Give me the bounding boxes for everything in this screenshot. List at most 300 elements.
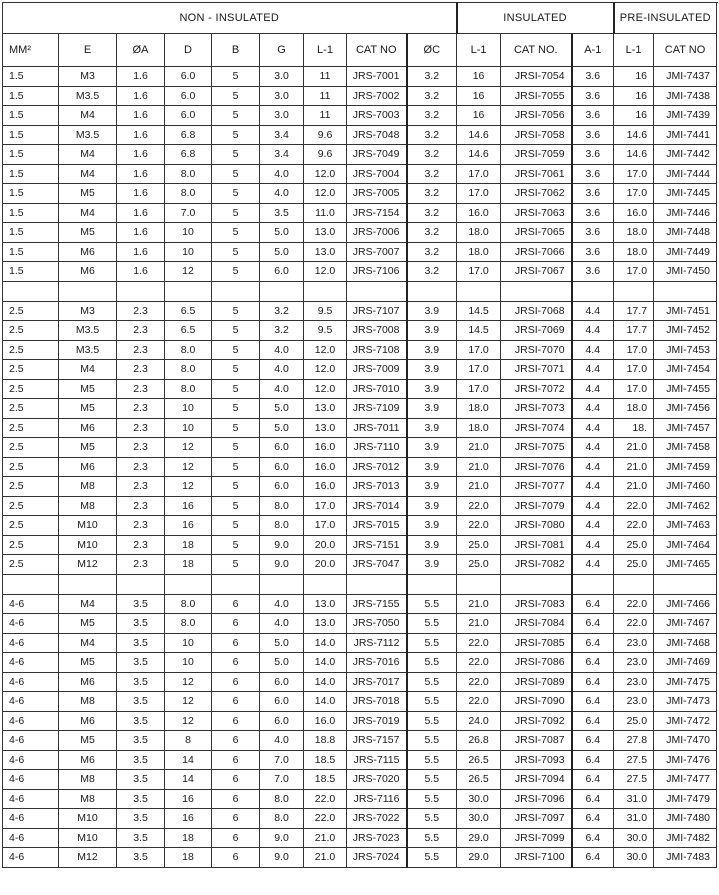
table-cell: 3.9 bbox=[407, 457, 457, 477]
table-cell: M8 bbox=[59, 692, 117, 712]
spacer-cell bbox=[407, 281, 457, 301]
table-cell: 31.0 bbox=[614, 789, 654, 809]
table-cell: 22.0 bbox=[457, 653, 501, 673]
table-cell: 3.6 bbox=[572, 223, 614, 243]
table-cell: 18 bbox=[165, 828, 212, 848]
table-cell: 3.2 bbox=[407, 125, 457, 145]
table-cell: 2.5 bbox=[3, 438, 59, 458]
table-cell: 1.5 bbox=[3, 86, 59, 106]
table-row bbox=[3, 340, 717, 360]
table-cell: 7.0 bbox=[260, 750, 304, 770]
table-cell: M5 bbox=[59, 223, 117, 243]
table-cell: 29.0 bbox=[457, 828, 501, 848]
table-cell: M6 bbox=[59, 262, 117, 282]
table-cell: JRSI-7089 bbox=[501, 672, 572, 692]
table-cell: 13.0 bbox=[304, 418, 347, 438]
table-cell: 6.0 bbox=[165, 106, 212, 126]
table-cell: JMI-7477 bbox=[654, 770, 717, 790]
column-header: L-1 bbox=[614, 34, 654, 67]
table-cell: 16.0 bbox=[304, 711, 347, 731]
column-header: E bbox=[59, 34, 117, 67]
table-cell: 22.0 bbox=[304, 789, 347, 809]
table-cell: 8.0 bbox=[165, 184, 212, 204]
table-cell: M4 bbox=[59, 164, 117, 184]
table-cell: 3.0 bbox=[260, 106, 304, 126]
table-cell: M6 bbox=[59, 457, 117, 477]
table-cell: M3 bbox=[59, 67, 117, 87]
table-cell: JRS-7017 bbox=[347, 672, 407, 692]
table-cell: 3.9 bbox=[407, 535, 457, 555]
table-cell: JMI-7465 bbox=[654, 555, 717, 575]
column-header: G bbox=[260, 34, 304, 67]
table-cell: 8.0 bbox=[165, 379, 212, 399]
table-cell: 4-6 bbox=[3, 633, 59, 653]
table-cell: 1.6 bbox=[117, 262, 165, 282]
table-cell: 2.3 bbox=[117, 360, 165, 380]
table-cell: JMI-7453 bbox=[654, 340, 717, 360]
section-spacer-row bbox=[3, 574, 717, 594]
table-row bbox=[3, 223, 717, 243]
table-cell: 3.6 bbox=[572, 242, 614, 262]
table-cell: M10 bbox=[59, 828, 117, 848]
table-cell: JRSI-7087 bbox=[501, 731, 572, 751]
table-cell: JRS-7016 bbox=[347, 653, 407, 673]
table-cell: 3.5 bbox=[117, 614, 165, 634]
table-cell: 17.0 bbox=[614, 379, 654, 399]
table-cell: 11 bbox=[304, 86, 347, 106]
table-row bbox=[3, 184, 717, 204]
table-cell: 25.0 bbox=[614, 555, 654, 575]
column-header-row bbox=[3, 34, 717, 67]
table-cell: 2.3 bbox=[117, 399, 165, 419]
table-cell: 21.0 bbox=[614, 438, 654, 458]
table-cell: 3.5 bbox=[117, 711, 165, 731]
table-cell: 8 bbox=[165, 731, 212, 751]
table-cell: 3.9 bbox=[407, 477, 457, 497]
table-cell: JRSI-7073 bbox=[501, 399, 572, 419]
table-row bbox=[3, 203, 717, 223]
table-cell: 5 bbox=[212, 164, 260, 184]
table-cell: 6.4 bbox=[572, 731, 614, 751]
table-cell: 6.4 bbox=[572, 828, 614, 848]
table-cell: JRS-7001 bbox=[347, 67, 407, 87]
table-cell: 17.0 bbox=[457, 164, 501, 184]
table-cell: 11.0 bbox=[304, 203, 347, 223]
table-cell: 3.5 bbox=[117, 789, 165, 809]
table-cell: 12.0 bbox=[304, 184, 347, 204]
table-cell: 1.6 bbox=[117, 203, 165, 223]
table-cell: JMI-7455 bbox=[654, 379, 717, 399]
table-cell: JRSI-7086 bbox=[501, 653, 572, 673]
table-cell: 5.0 bbox=[260, 223, 304, 243]
table-cell: 4.4 bbox=[572, 340, 614, 360]
table-cell: 8.0 bbox=[260, 809, 304, 829]
table-cell: 2.3 bbox=[117, 516, 165, 536]
table-row bbox=[3, 633, 717, 653]
table-cell: 6.8 bbox=[165, 145, 212, 165]
table-cell: 5 bbox=[212, 457, 260, 477]
table-cell: M3.5 bbox=[59, 86, 117, 106]
table-cell: JRSI-7092 bbox=[501, 711, 572, 731]
table-cell: JRS-7010 bbox=[347, 379, 407, 399]
table-cell: 22.0 bbox=[614, 496, 654, 516]
table-cell: 4.4 bbox=[572, 477, 614, 497]
table-cell: 4.0 bbox=[260, 379, 304, 399]
column-header: L-1 bbox=[304, 34, 347, 67]
table-cell: 14.6 bbox=[614, 125, 654, 145]
table-cell: JMI-7476 bbox=[654, 750, 717, 770]
table-row bbox=[3, 750, 717, 770]
table-cell: 6.4 bbox=[572, 672, 614, 692]
table-cell: 17.0 bbox=[304, 496, 347, 516]
table-cell: 4.4 bbox=[572, 496, 614, 516]
table-cell: 3.2 bbox=[260, 321, 304, 341]
table-cell: JRS-7005 bbox=[347, 184, 407, 204]
table-cell: 17.0 bbox=[457, 340, 501, 360]
table-row bbox=[3, 731, 717, 751]
table-row bbox=[3, 692, 717, 712]
column-header: CAT NO. bbox=[501, 34, 572, 67]
table-cell: 3.6 bbox=[572, 203, 614, 223]
table-cell: 3.6 bbox=[572, 86, 614, 106]
table-cell: JRS-7014 bbox=[347, 496, 407, 516]
table-cell: 17.0 bbox=[457, 360, 501, 380]
table-cell: 14 bbox=[165, 770, 212, 790]
table-cell: 6 bbox=[212, 614, 260, 634]
table-cell: 12.0 bbox=[304, 164, 347, 184]
table-cell: 2.5 bbox=[3, 379, 59, 399]
table-cell: JRS-7008 bbox=[347, 321, 407, 341]
table-cell: 13.0 bbox=[304, 614, 347, 634]
table-cell: 12.0 bbox=[304, 360, 347, 380]
table-cell: JMI-7470 bbox=[654, 731, 717, 751]
spacer-cell bbox=[260, 574, 304, 594]
table-cell: 6.0 bbox=[260, 672, 304, 692]
table-cell: 3.2 bbox=[260, 301, 304, 321]
table-row bbox=[3, 301, 717, 321]
table-cell: 9.6 bbox=[304, 125, 347, 145]
table-cell: JMI-7472 bbox=[654, 711, 717, 731]
table-cell: 30.0 bbox=[614, 828, 654, 848]
table-cell: 16 bbox=[457, 86, 501, 106]
table-row bbox=[3, 653, 717, 673]
spacer-cell bbox=[59, 281, 117, 301]
table-cell: JMI-7451 bbox=[654, 301, 717, 321]
spacer-cell bbox=[654, 281, 717, 301]
table-cell: JRSI-7067 bbox=[501, 262, 572, 282]
table-cell: JMI-7441 bbox=[654, 125, 717, 145]
table-cell: 13.0 bbox=[304, 399, 347, 419]
spacer-cell bbox=[260, 281, 304, 301]
table-cell: JRSI-7068 bbox=[501, 301, 572, 321]
table-cell: 5.5 bbox=[407, 848, 457, 868]
table-cell: 5 bbox=[212, 535, 260, 555]
table-cell: M5 bbox=[59, 379, 117, 399]
table-cell: 6.4 bbox=[572, 711, 614, 731]
table-cell: 24.0 bbox=[457, 711, 501, 731]
table-cell: 3.9 bbox=[407, 360, 457, 380]
table-cell: 11 bbox=[304, 67, 347, 87]
table-cell: M4 bbox=[59, 633, 117, 653]
table-cell: 3.9 bbox=[407, 496, 457, 516]
table-cell: 6.4 bbox=[572, 770, 614, 790]
table-cell: 5.5 bbox=[407, 594, 457, 614]
table-cell: 3.9 bbox=[407, 399, 457, 419]
table-cell: 27.5 bbox=[614, 750, 654, 770]
table-cell: JRSI-7074 bbox=[501, 418, 572, 438]
table-cell: 6.0 bbox=[260, 477, 304, 497]
table-cell: 14.5 bbox=[457, 301, 501, 321]
table-cell: JRSI-7081 bbox=[501, 535, 572, 555]
table-cell: JRS-7110 bbox=[347, 438, 407, 458]
table-cell: JRSI-7069 bbox=[501, 321, 572, 341]
table-row bbox=[3, 496, 717, 516]
table-cell: 2.3 bbox=[117, 477, 165, 497]
table-cell: 5.5 bbox=[407, 614, 457, 634]
table-row bbox=[3, 321, 717, 341]
table-cell: 1.5 bbox=[3, 164, 59, 184]
table-cell: 21.0 bbox=[457, 594, 501, 614]
table-cell: 25.0 bbox=[457, 555, 501, 575]
table-cell: 9.0 bbox=[260, 535, 304, 555]
table-cell: 5.5 bbox=[407, 711, 457, 731]
spacer-cell bbox=[501, 281, 572, 301]
table-cell: M3.5 bbox=[59, 125, 117, 145]
table-row bbox=[3, 848, 717, 868]
table-cell: 5.5 bbox=[407, 653, 457, 673]
table-cell: 18.0 bbox=[457, 242, 501, 262]
table-cell: 10 bbox=[165, 399, 212, 419]
table-cell: 1.5 bbox=[3, 223, 59, 243]
table-cell: 1.6 bbox=[117, 145, 165, 165]
table-cell: 21.0 bbox=[457, 457, 501, 477]
table-cell: 3.6 bbox=[572, 262, 614, 282]
table-cell: M4 bbox=[59, 594, 117, 614]
table-cell: 5 bbox=[212, 340, 260, 360]
spacer-cell bbox=[347, 574, 407, 594]
table-cell: 4.4 bbox=[572, 418, 614, 438]
table-cell: 3.5 bbox=[117, 809, 165, 829]
table-cell: 2.3 bbox=[117, 379, 165, 399]
table-cell: 31.0 bbox=[614, 809, 654, 829]
table-cell: 21.0 bbox=[304, 828, 347, 848]
table-cell: 3.9 bbox=[407, 321, 457, 341]
table-cell: 18.0 bbox=[457, 223, 501, 243]
table-cell: JMI-7473 bbox=[654, 692, 717, 712]
table-cell: 4.0 bbox=[260, 731, 304, 751]
table-cell: 20.0 bbox=[304, 555, 347, 575]
table-cell: 12 bbox=[165, 477, 212, 497]
table-cell: JRSI-7090 bbox=[501, 692, 572, 712]
table-cell: JRS-7024 bbox=[347, 848, 407, 868]
table-cell: 8.0 bbox=[165, 340, 212, 360]
table-cell: 2.5 bbox=[3, 340, 59, 360]
table-cell: 3.2 bbox=[407, 203, 457, 223]
group-header-row bbox=[3, 3, 717, 34]
table-cell: 26.5 bbox=[457, 770, 501, 790]
table-cell: JRSI-7099 bbox=[501, 828, 572, 848]
table-cell: 17.0 bbox=[614, 262, 654, 282]
table-cell: 2.3 bbox=[117, 438, 165, 458]
table-cell: 4.4 bbox=[572, 438, 614, 458]
table-cell: 12 bbox=[165, 438, 212, 458]
table-cell: 3.6 bbox=[572, 67, 614, 87]
table-row bbox=[3, 418, 717, 438]
table-cell: 6.4 bbox=[572, 809, 614, 829]
table-cell: JMI-7449 bbox=[654, 242, 717, 262]
table-cell: 10 bbox=[165, 653, 212, 673]
table-cell: 3.5 bbox=[117, 750, 165, 770]
table-cell: 5 bbox=[212, 301, 260, 321]
table-cell: 1.5 bbox=[3, 125, 59, 145]
table-cell: M10 bbox=[59, 535, 117, 555]
table-cell: 5.0 bbox=[260, 399, 304, 419]
table-row bbox=[3, 379, 717, 399]
table-cell: 16 bbox=[614, 67, 654, 87]
table-cell: M5 bbox=[59, 184, 117, 204]
table-row bbox=[3, 457, 717, 477]
table-cell: 21.0 bbox=[614, 477, 654, 497]
table-cell: 6 bbox=[212, 750, 260, 770]
spacer-cell bbox=[614, 574, 654, 594]
table-cell: 9.5 bbox=[304, 321, 347, 341]
table-row bbox=[3, 164, 717, 184]
table-cell: 4.0 bbox=[260, 340, 304, 360]
table-cell: 4-6 bbox=[3, 789, 59, 809]
table-cell: 6 bbox=[212, 594, 260, 614]
table-cell: 8.0 bbox=[165, 594, 212, 614]
table-cell: 5 bbox=[212, 516, 260, 536]
table-cell: 22.0 bbox=[614, 516, 654, 536]
table-cell: JMI-7466 bbox=[654, 594, 717, 614]
table-cell: 18.0 bbox=[457, 418, 501, 438]
table-cell: JRS-7048 bbox=[347, 125, 407, 145]
table-cell: M8 bbox=[59, 496, 117, 516]
table-cell: 5.5 bbox=[407, 789, 457, 809]
table-cell: 6.5 bbox=[165, 321, 212, 341]
table-row bbox=[3, 477, 717, 497]
table-cell: M5 bbox=[59, 653, 117, 673]
table-cell: JRS-7047 bbox=[347, 555, 407, 575]
table-cell: JRSI-7082 bbox=[501, 555, 572, 575]
table-cell: M4 bbox=[59, 106, 117, 126]
table-cell: 1.5 bbox=[3, 145, 59, 165]
table-cell: 5.5 bbox=[407, 692, 457, 712]
table-cell: 13.0 bbox=[304, 223, 347, 243]
table-cell: JRS-7022 bbox=[347, 809, 407, 829]
table-cell: JMI-7475 bbox=[654, 672, 717, 692]
table-cell: 4.4 bbox=[572, 321, 614, 341]
spacer-cell bbox=[614, 281, 654, 301]
table-cell: 22.0 bbox=[457, 692, 501, 712]
table-cell: 5 bbox=[212, 477, 260, 497]
table-cell: 3.6 bbox=[572, 125, 614, 145]
table-cell: M3 bbox=[59, 301, 117, 321]
table-cell: 3.9 bbox=[407, 340, 457, 360]
table-cell: 3.2 bbox=[407, 242, 457, 262]
table-cell: 3.2 bbox=[407, 184, 457, 204]
table-cell: 8.0 bbox=[260, 516, 304, 536]
spacer-cell bbox=[572, 574, 614, 594]
spacer-cell bbox=[3, 281, 59, 301]
table-cell: 4-6 bbox=[3, 809, 59, 829]
table-cell: JRS-7020 bbox=[347, 770, 407, 790]
table-cell: 18.0 bbox=[614, 242, 654, 262]
table-cell: M12 bbox=[59, 848, 117, 868]
table-cell: 4-6 bbox=[3, 653, 59, 673]
table-cell: 18. bbox=[614, 418, 654, 438]
table-cell: 20.0 bbox=[304, 535, 347, 555]
table-cell: 12 bbox=[165, 457, 212, 477]
table-cell: 6 bbox=[212, 809, 260, 829]
table-cell: 27.8 bbox=[614, 731, 654, 751]
table-cell: JRS-7007 bbox=[347, 242, 407, 262]
table-cell: 1.5 bbox=[3, 106, 59, 126]
table-cell: 21.0 bbox=[457, 438, 501, 458]
table-cell: 14.6 bbox=[457, 125, 501, 145]
table-cell: 17.0 bbox=[457, 184, 501, 204]
spacer-cell bbox=[457, 574, 501, 594]
table-cell: 17.0 bbox=[304, 516, 347, 536]
column-header: D bbox=[165, 34, 212, 67]
table-cell: JRSI-7059 bbox=[501, 145, 572, 165]
table-cell: M4 bbox=[59, 203, 117, 223]
table-cell: JMI-7480 bbox=[654, 809, 717, 829]
table-cell: 17.0 bbox=[614, 360, 654, 380]
table-cell: 14 bbox=[165, 750, 212, 770]
table-cell: JMI-7444 bbox=[654, 164, 717, 184]
table-cell: 3.2 bbox=[407, 86, 457, 106]
table-cell: JRS-7019 bbox=[347, 711, 407, 731]
table-cell: M10 bbox=[59, 809, 117, 829]
table-cell: 3.9 bbox=[407, 418, 457, 438]
table-cell: 2.5 bbox=[3, 555, 59, 575]
table-cell: 3.2 bbox=[407, 223, 457, 243]
table-cell: JRS-7003 bbox=[347, 106, 407, 126]
table-cell: JRS-7049 bbox=[347, 145, 407, 165]
table-cell: 3.6 bbox=[572, 106, 614, 126]
table-cell: 23.0 bbox=[614, 653, 654, 673]
section-spacer-row bbox=[3, 281, 717, 301]
table-cell: JMI-7450 bbox=[654, 262, 717, 282]
table-cell: 6 bbox=[212, 692, 260, 712]
table-cell: 2.5 bbox=[3, 496, 59, 516]
spacer-cell bbox=[572, 281, 614, 301]
table-cell: 3.2 bbox=[407, 262, 457, 282]
table-cell: 3.2 bbox=[407, 145, 457, 165]
table-row bbox=[3, 828, 717, 848]
table-cell: 6.4 bbox=[572, 789, 614, 809]
table-cell: 6 bbox=[212, 672, 260, 692]
table-cell: 14.0 bbox=[304, 653, 347, 673]
table-cell: JRSI-7056 bbox=[501, 106, 572, 126]
table-cell: 5.0 bbox=[260, 418, 304, 438]
table-cell: JRSI-7062 bbox=[501, 184, 572, 204]
table-cell: 16.0 bbox=[614, 203, 654, 223]
table-row bbox=[3, 770, 717, 790]
table-cell: 17.0 bbox=[457, 379, 501, 399]
table-cell: 5.5 bbox=[407, 750, 457, 770]
table-cell: 6 bbox=[212, 848, 260, 868]
table-cell: 2.5 bbox=[3, 457, 59, 477]
table-cell: 6 bbox=[212, 633, 260, 653]
table-cell: 6.4 bbox=[572, 750, 614, 770]
table-cell: 2.3 bbox=[117, 555, 165, 575]
table-cell: 1.6 bbox=[117, 67, 165, 87]
table-cell: 17.0 bbox=[614, 164, 654, 184]
table-cell: 6 bbox=[212, 789, 260, 809]
table-cell: JRS-7006 bbox=[347, 223, 407, 243]
